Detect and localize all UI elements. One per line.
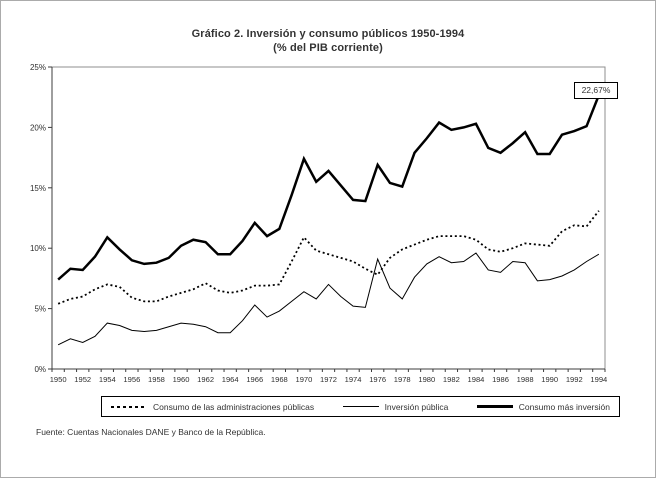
svg-text:1966: 1966	[246, 375, 264, 384]
legend-marker-dotted-line-icon	[111, 406, 147, 408]
svg-text:1984: 1984	[467, 375, 485, 384]
source-note: Fuente: Cuentas Nacionales DANE y Banco de la República.	[36, 427, 266, 437]
svg-text:1954: 1954	[98, 375, 116, 384]
svg-text:1950: 1950	[49, 375, 67, 384]
svg-text:1952: 1952	[74, 375, 92, 384]
legend	[101, 396, 620, 417]
svg-text:5%: 5%	[34, 304, 46, 314]
svg-text:1988: 1988	[516, 375, 534, 384]
legend-marker-thin-line-icon	[343, 406, 379, 407]
svg-text:1960: 1960	[172, 375, 190, 384]
svg-text:1992: 1992	[565, 375, 583, 384]
svg-text:1958: 1958	[148, 375, 165, 384]
svg-text:1962: 1962	[197, 375, 215, 384]
legend-marker-thick-line-icon	[477, 405, 513, 408]
chart-title: Gráfico 2. Inversión y consumo públicos 1950-1994	[191, 28, 465, 40]
legend-label: Consumo de las administraciones públicas	[153, 401, 315, 412]
svg-text:1968: 1968	[270, 375, 288, 384]
svg-text:1986: 1986	[492, 375, 509, 384]
svg-text:1972: 1972	[320, 375, 337, 384]
svg-text:1964: 1964	[221, 375, 239, 384]
svg-text:10%: 10%	[29, 244, 46, 254]
legend-item-inversion-publica	[343, 402, 449, 412]
svg-text:1974: 1974	[344, 375, 362, 384]
svg-text:20%: 20%	[29, 123, 46, 133]
svg-text:15%: 15%	[29, 183, 46, 193]
svg-text:1956: 1956	[123, 375, 141, 384]
svg-text:1980: 1980	[418, 375, 436, 384]
value-annotation: 22,67%	[574, 82, 618, 99]
legend-item-consumo-administraciones	[111, 402, 314, 412]
svg-text:25%: 25%	[29, 63, 46, 72]
legend-label: Consumo más inversión	[518, 401, 610, 412]
svg-text:1970: 1970	[295, 375, 313, 384]
svg-text:1978: 1978	[393, 375, 411, 384]
svg-text:0%: 0%	[34, 365, 46, 374]
legend-label: Inversión pública	[384, 401, 449, 412]
svg-text:1990: 1990	[541, 375, 559, 384]
chart-subtitle: (% del PIB corriente)	[273, 42, 383, 54]
svg-text:1994: 1994	[590, 375, 608, 384]
svg-text:1982: 1982	[442, 375, 460, 384]
svg-text:1976: 1976	[369, 375, 387, 384]
legend-item-consumo-mas-inversion	[477, 402, 610, 412]
